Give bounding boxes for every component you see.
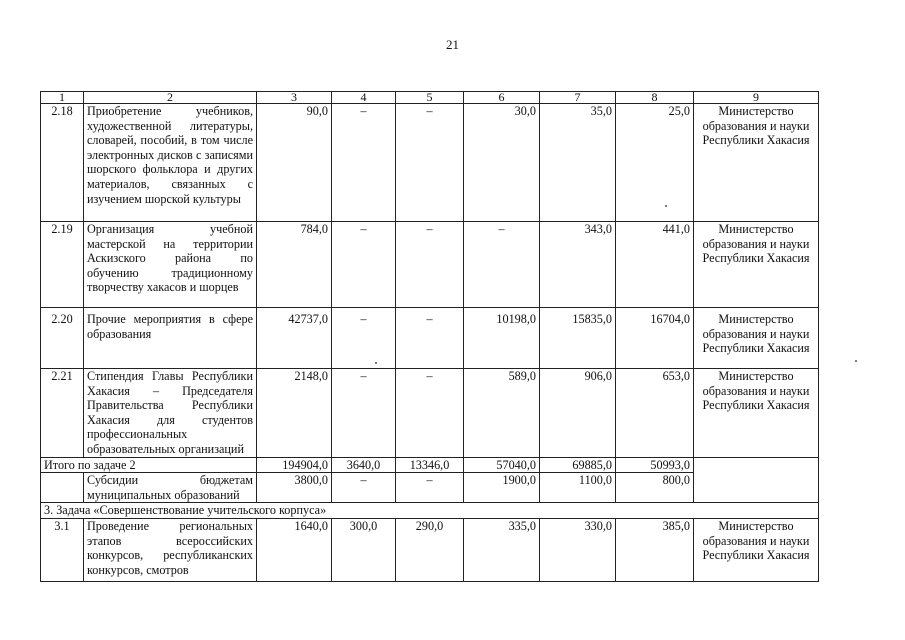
table-row-2-18 <box>41 104 819 222</box>
total-label: Итого по задаче 2 <box>41 457 257 473</box>
value-col-7: 343,0 <box>540 222 616 308</box>
row-description: Проведение региональных этапов всероссийских конкурсов, республиканских конкурсов, смотров <box>84 518 257 581</box>
value-col-5: – <box>396 473 464 503</box>
value-col-4: – <box>332 308 396 369</box>
value-col-3: 784,0 <box>257 222 332 308</box>
column-header: 8 <box>616 92 694 104</box>
value-col-6: 10198,0 <box>464 308 540 369</box>
executor: Министерство образования и науки Республики Хакасия <box>694 222 819 308</box>
executor: Министерство образования и науки Республики Хакасия <box>694 308 819 369</box>
executor: Министерство образования и науки Республики Хакасия <box>694 104 819 222</box>
value-col-6: 30,0 <box>464 104 540 222</box>
value-col-5: – <box>396 104 464 222</box>
total-row-task-2 <box>41 457 819 473</box>
column-header: 2 <box>84 92 257 104</box>
value-col-7: 330,0 <box>540 518 616 581</box>
column-number-header-row <box>41 92 819 104</box>
value-col-7: 1100,0 <box>540 473 616 503</box>
row-number: 2.21 <box>41 369 84 458</box>
section-title: 3. Задача «Совершенствование учительского корпуса» <box>41 503 819 519</box>
executor: Министерство образования и науки Республики Хакасия <box>694 518 819 581</box>
total-col-4: 3640,0 <box>332 457 396 473</box>
column-header: 3 <box>257 92 332 104</box>
value-col-5: – <box>396 308 464 369</box>
executor: Министерство образования и науки Республики Хакасия <box>694 369 819 458</box>
value-col-5: 290,0 <box>396 518 464 581</box>
value-col-8: 16704,0 <box>616 308 694 369</box>
total-col-8: 50993,0 <box>616 457 694 473</box>
value-col-7: 15835,0 <box>540 308 616 369</box>
value-col-5: – <box>396 222 464 308</box>
value-col-8: 441,0 <box>616 222 694 308</box>
column-header: 5 <box>396 92 464 104</box>
section-heading-row <box>41 503 819 519</box>
total-col-6: 57040,0 <box>464 457 540 473</box>
total-col-7: 69885,0 <box>540 457 616 473</box>
value-col-6: – <box>464 222 540 308</box>
scan-speck <box>855 360 857 362</box>
page-number: 21 <box>446 37 459 52</box>
value-col-6: 589,0 <box>464 369 540 458</box>
row-number: 2.20 <box>41 308 84 369</box>
value-col-6: 1900,0 <box>464 473 540 503</box>
row-number: 3.1 <box>41 518 84 581</box>
value-col-8: 800,0 <box>616 473 694 503</box>
row-number-empty <box>41 473 84 503</box>
value-col-4: 300,0 <box>332 518 396 581</box>
value-col-7: 906,0 <box>540 369 616 458</box>
value-col-4: – <box>332 369 396 458</box>
total-col-3: 194904,0 <box>257 457 332 473</box>
value-col-7: 35,0 <box>540 104 616 222</box>
column-header: 4 <box>332 92 396 104</box>
value-col-8: 25,0 <box>616 104 694 222</box>
row-description: Организация учебной мастерской на территории Аскизского района по обучению традиционному творчеству хакасов и шорцев <box>84 222 257 308</box>
executor-empty <box>694 457 819 503</box>
column-header: 6 <box>464 92 540 104</box>
value-col-4: – <box>332 222 396 308</box>
value-col-6: 335,0 <box>464 518 540 581</box>
total-col-5: 13346,0 <box>396 457 464 473</box>
table-row-3-1 <box>41 518 819 581</box>
value-col-4: – <box>332 104 396 222</box>
scan-speck <box>375 362 377 364</box>
row-description: Приобретение учебников, художественной литературы, словарей, пособий, в том числе электронных дисков с записями шорского фольклора и других материалов, связанных с изучением шорской культуры <box>84 104 257 222</box>
subsidy-description: Субсидии бюджетам муниципальных образований <box>84 473 257 503</box>
row-description: Стипендия Главы Республики Хакасия – Председателя Правительства Республики Хакасия для студентов профессиональных образовательных организаций <box>84 369 257 458</box>
row-description: Прочие мероприятия в сфере образования <box>84 308 257 369</box>
value-col-3: 42737,0 <box>257 308 332 369</box>
value-col-8: 385,0 <box>616 518 694 581</box>
value-col-8: 653,0 <box>616 369 694 458</box>
column-header: 7 <box>540 92 616 104</box>
scan-speck <box>665 205 667 207</box>
value-col-3: 1640,0 <box>257 518 332 581</box>
value-col-4: – <box>332 473 396 503</box>
value-col-5: – <box>396 369 464 458</box>
value-col-3: 3800,0 <box>257 473 332 503</box>
table-row-2-20 <box>41 308 819 369</box>
row-number: 2.18 <box>41 104 84 222</box>
row-number: 2.19 <box>41 222 84 308</box>
column-header: 1 <box>41 92 84 104</box>
table-row-2-21 <box>41 369 819 458</box>
value-col-3: 2148,0 <box>257 369 332 458</box>
value-col-3: 90,0 <box>257 104 332 222</box>
column-header: 9 <box>694 92 819 104</box>
budget-table <box>40 91 819 582</box>
table-row-2-19 <box>41 222 819 308</box>
